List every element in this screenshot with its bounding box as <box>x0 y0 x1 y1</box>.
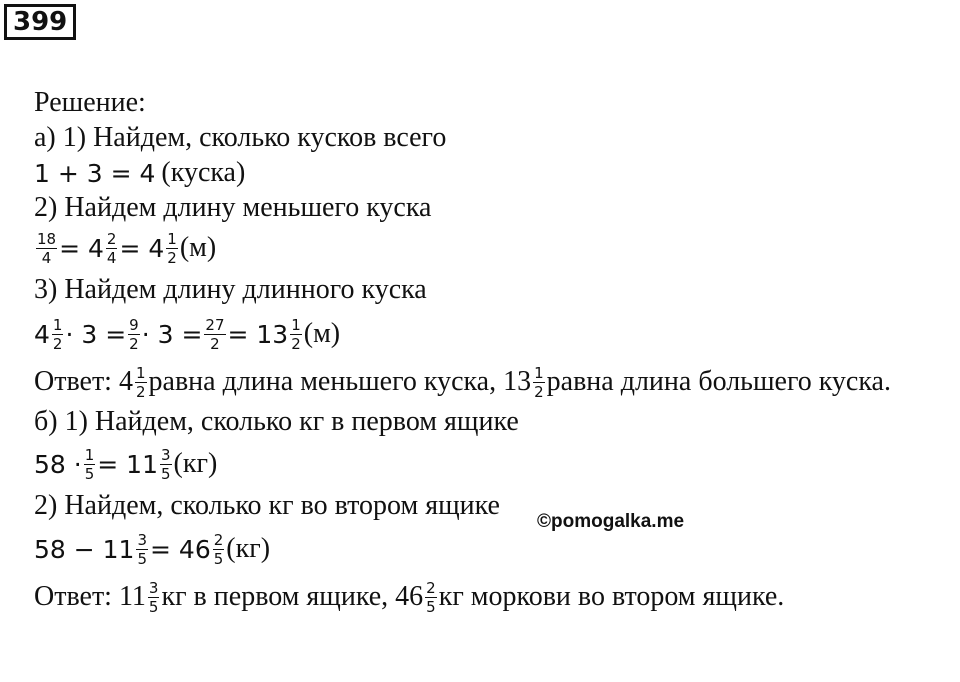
fraction-denominator: 2 <box>291 334 301 353</box>
fraction <box>106 230 118 267</box>
fraction <box>128 316 140 353</box>
fraction-numerator: 1 <box>534 363 544 382</box>
equation-text: 58 − 11 <box>34 534 135 564</box>
solution-heading <box>34 85 954 121</box>
step-text: 3) Найдем длину длинного куска <box>34 274 427 305</box>
step-a2 <box>34 191 954 225</box>
equation-text: = 11 <box>97 449 158 479</box>
fraction-numerator: 2 <box>106 229 117 248</box>
fraction-denominator: 2 <box>534 382 544 401</box>
equation-a1 <box>34 155 954 191</box>
step-b1 <box>34 405 954 439</box>
step-text: а) 1) Найдем, сколько кусков всего <box>34 122 447 153</box>
unit-text: (м) <box>303 318 341 349</box>
fraction <box>160 446 172 483</box>
fraction-denominator: 2 <box>167 248 177 267</box>
fraction-denominator: 2 <box>129 334 139 353</box>
fraction <box>36 230 57 267</box>
step-a1 <box>34 121 954 155</box>
fraction-numerator: 1 <box>291 315 301 334</box>
answer-text: равна длина большего куска. <box>546 366 891 397</box>
fraction-numerator: 3 <box>137 530 148 549</box>
watermark: ©pomogalka.me <box>537 511 685 532</box>
fraction <box>148 579 160 616</box>
equation-text: 58 · <box>34 449 82 479</box>
equation-a2 <box>34 225 954 271</box>
equation-a3 <box>34 309 954 359</box>
unit-text: (м) <box>179 232 217 263</box>
answer-text: кг в первом ящике, 46 <box>161 581 424 612</box>
fraction <box>135 364 147 401</box>
answer-text: кг моркови во втором ящике. <box>438 581 785 612</box>
equation-text: = 13 <box>227 319 289 349</box>
fraction-numerator: 18 <box>37 229 57 248</box>
heading-text: Решение: <box>34 87 146 118</box>
fraction-numerator: 27 <box>205 315 225 334</box>
unit-text: (кг) <box>226 533 271 564</box>
fraction <box>213 531 225 568</box>
fraction-numerator: 1 <box>167 229 177 248</box>
equation-text: = 46 <box>150 534 211 564</box>
fraction-numerator: 1 <box>52 315 63 334</box>
equation-b1 <box>34 439 954 489</box>
answer-a <box>34 359 954 405</box>
answer-b <box>34 575 954 619</box>
step-text: 2) Найдем, сколько кг во втором ящике <box>34 490 500 521</box>
unit-text: (куска) <box>161 157 246 188</box>
fraction-denominator: 2 <box>135 382 146 401</box>
fraction-numerator: 9 <box>129 315 139 334</box>
fraction <box>533 364 545 401</box>
fraction-denominator: 5 <box>213 549 224 568</box>
fraction <box>166 230 178 267</box>
answer-text: Ответ: 11 <box>34 581 146 612</box>
fraction-numerator: 2 <box>426 578 436 597</box>
equation-text: 4 <box>34 319 50 349</box>
equation-text: = 4 <box>59 233 104 263</box>
step-text: 2) Найдем длину меньшего куска <box>34 192 432 223</box>
fraction-denominator: 2 <box>210 334 220 353</box>
fraction-denominator: 5 <box>160 464 171 483</box>
equation-text: · 3 = <box>141 319 203 349</box>
step-text: б) 1) Найдем, сколько кг в первом ящике <box>34 406 519 437</box>
equation-text: = 4 <box>119 233 165 263</box>
fraction-denominator: 5 <box>84 464 95 483</box>
fraction-denominator: 4 <box>106 248 117 267</box>
fraction-numerator: 2 <box>213 530 224 549</box>
fraction <box>84 446 96 483</box>
equation-text: · 3 = <box>65 319 127 349</box>
step-b2 <box>34 489 954 523</box>
answer-text: равна длина меньшего куска, 13 <box>148 366 532 397</box>
fraction-numerator: 1 <box>84 445 95 464</box>
fraction <box>290 316 302 353</box>
solution-body <box>34 85 954 619</box>
equation-text: 1 + 3 = 4 <box>34 158 156 188</box>
equation-b2 <box>34 523 954 575</box>
problem-number: 399 <box>4 4 76 40</box>
fraction-denominator: 2 <box>52 334 63 353</box>
fraction <box>425 579 437 616</box>
fraction <box>52 316 64 353</box>
fraction-denominator: 4 <box>41 248 52 267</box>
fraction-denominator: 5 <box>137 549 148 568</box>
fraction-denominator: 5 <box>426 597 436 616</box>
fraction-numerator: 3 <box>160 445 171 464</box>
fraction-numerator: 1 <box>135 363 146 382</box>
fraction-denominator: 5 <box>148 597 159 616</box>
fraction-numerator: 3 <box>148 578 159 597</box>
fraction <box>204 316 225 353</box>
answer-text: Ответ: 4 <box>34 366 133 397</box>
unit-text: (кг) <box>173 448 218 479</box>
fraction <box>136 531 148 568</box>
step-a3 <box>34 271 954 309</box>
